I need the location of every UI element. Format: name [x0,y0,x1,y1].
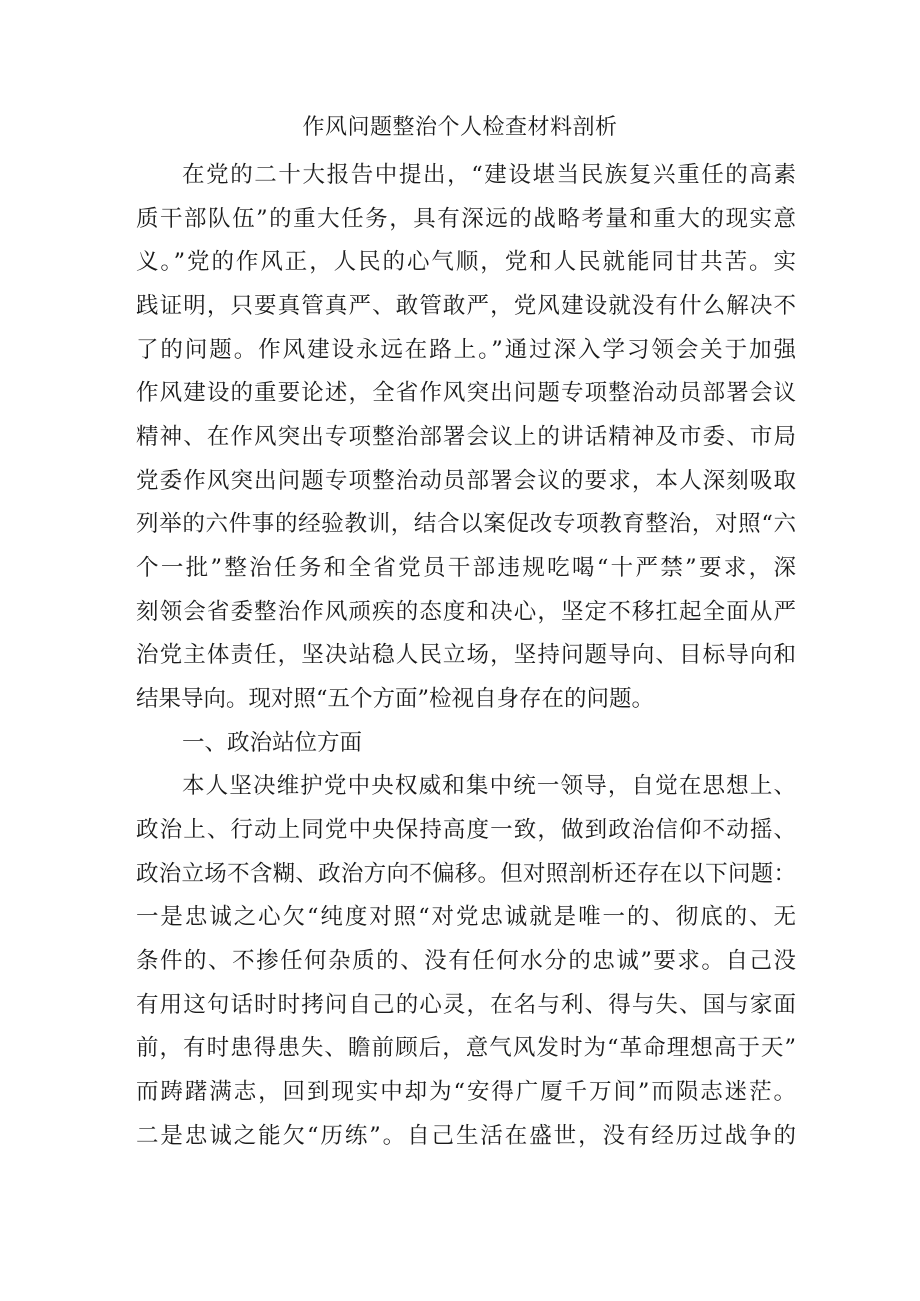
paragraph-line: 政治立场不含糊、政治方向不偏移。但对照剖析还存在以下问题： [136,861,796,887]
paragraph-line: 精神、在作风突出专项整治部署会议上的讲话精神及市委、市局 [136,424,796,450]
paragraph-line: 了的问题。作风建设永远在路上。”通过深入学习领会关于加强 [136,337,796,363]
paragraph-line: 刻领会省委整治作风顽疾的态度和决心，坚定不移扛起全面从严 [136,599,796,625]
paragraph-line: 本人坚决维护党中央权威和集中统一领导，自觉在思想上、 [182,773,796,799]
paragraph-line: 作风建设的重要论述，全省作风突出问题专项整治动员部署会议 [136,380,796,406]
paragraph-line: 党委作风突出问题专项整治动员部署会议的要求，本人深刻吸取 [136,468,796,494]
paragraph-line: 治党主体责任，坚决站稳人民立场，坚持问题导向、目标导向和 [136,642,796,668]
paragraph-line: 结果导向。现对照“五个方面”检视自身存在的问题。 [136,686,655,712]
paragraph-line: 前，有时患得患失、瞻前顾后，意气风发时为“革命理想高于天” [136,1035,796,1061]
paragraph-line: 二是忠诚之能欠“历练”。自己生活在盛世，没有经历过战争的 [136,1123,796,1149]
document-title: 作风问题整治个人检查材料剖析 [302,115,618,140]
paragraph-line: 而踌躇满志，回到现实中却为“安得广厦千万间”而陨志迷茫。 [136,1079,796,1105]
paragraph-line: 质干部队伍”的重大任务，具有深远的战略考量和重大的现实意 [136,206,796,232]
paragraph-line: 一是忠诚之心欠“纯度对照“对党忠诚就是唯一的、彻底的、无 [136,904,796,930]
paragraph-line: 践证明，只要真管真严、敢管敢严，党风建设就没有什么解决不 [136,293,796,319]
paragraph-line: 列举的六件事的经验教训，结合以案促改专项教育整治，对照“六 [136,511,796,537]
paragraph-line: 在党的二十大报告中提出，“建设堪当民族复兴重任的高素 [182,162,796,188]
paragraph-line: 个一批”整治任务和全省党员干部违规吃喝“十严禁”要求，深 [136,555,796,581]
paragraph-line: 义。”党的作风正，人民的心气顺，党和人民就能同甘共苦。实 [136,249,796,275]
section-heading: 一、政治站位方面 [182,730,363,756]
paragraph-line: 条件的、不掺任何杂质的、没有任何水分的忠诚”要求。自己没 [136,948,796,974]
paragraph-line: 有用这句话时时拷问自己的心灵，在名与利、得与失、国与家面 [136,992,796,1018]
paragraph-line: 政治上、行动上同党中央保持高度一致，做到政治信仰不动摇、 [136,817,796,843]
